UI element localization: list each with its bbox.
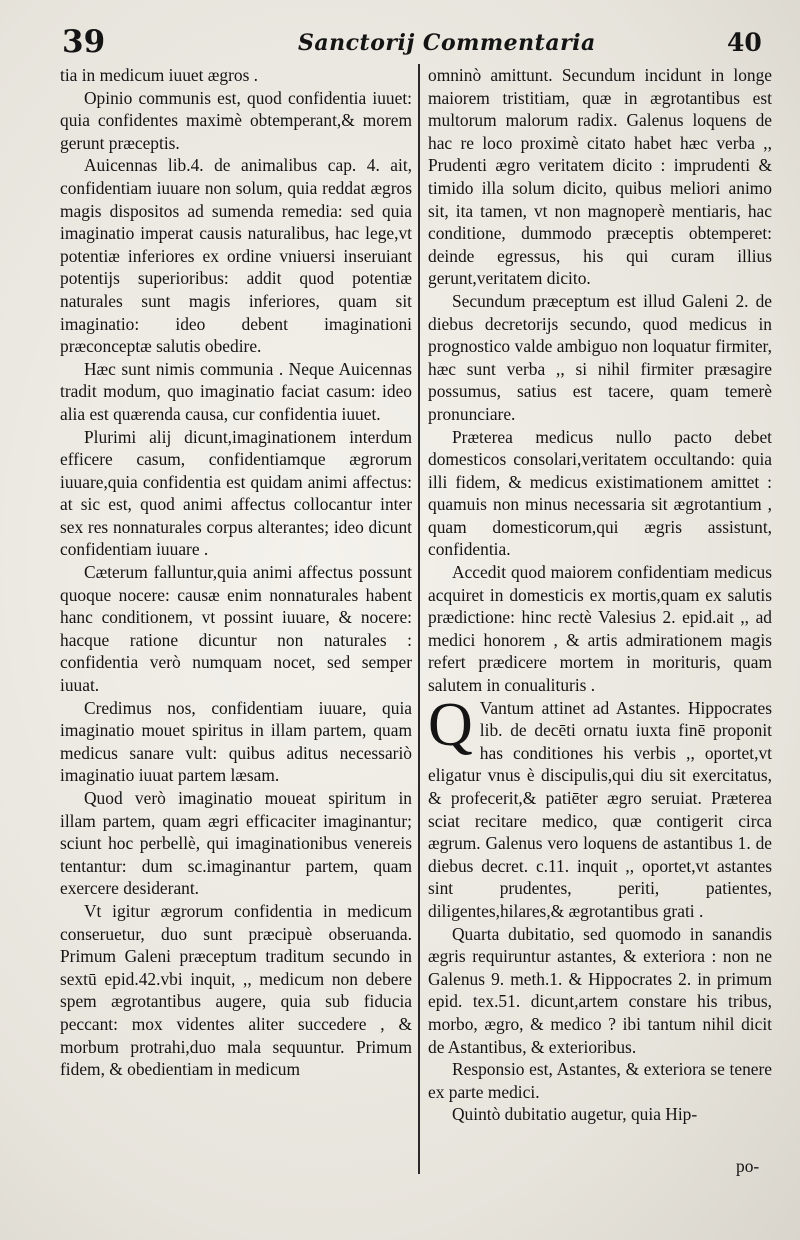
paragraph — [60, 561, 412, 697]
page-number-right: 40 — [727, 28, 762, 57]
paragraph — [428, 923, 772, 1059]
paragraph-text: Hæc sunt nimis communia . Neque Auicennas tradit modum, quo imaginatio faciat casum: ideo alia est quærenda causa, cur confidentia iuuet. — [60, 358, 412, 424]
paragraph — [428, 561, 772, 697]
paragraph — [428, 64, 772, 290]
paragraph — [428, 690, 772, 923]
paragraph — [60, 900, 412, 1081]
paragraph-text: Cæterum falluntur,quia animi affectus possunt quoque nocere: causæ enim nonnaturales habent hanc conditionem, vt possint iuuare, & nocere: hacque ratione dicuntur non naturales : confidentia verò numquam nocet, sed semper iuuat. — [60, 562, 412, 696]
page-header — [0, 20, 800, 62]
paragraph — [60, 87, 412, 155]
paragraph-text: Vt igitur ægrorum confidentia in medicum conseruetur, duo sunt præcipuè obseruanda. Primum Galeni præceptum traditum secundo in sextū epid.42.vbi inquit, ,, medicum non debere spem ægrotantibus augere, quia sub fiducia peccant: mox videntes aliter succedere , & morbum protrahi,duo mala sequuntur. Primum fidem, & obedientiam in medicum — [60, 900, 412, 1080]
paragraph — [60, 154, 412, 357]
column-rule — [418, 64, 420, 1174]
paragraph-text: Quod verò imaginatio moueat spiritum in illam partem, quam ægri efficaciter imaginantur; sciunt hoc perbellè, qui imaginationibus venereis tentantur: dum sc.imaginantur partem, quam exercere desiderant. — [60, 788, 412, 899]
paragraph-text: Auicennas lib.4. de animalibus cap. 4. ait, confidentiam iuuare non solum, quia reddat ægros magis dispositos ad sumenda remedia: sed quia imaginatio imperat causis naturalibus, hac lege,vt potentiæ inferiores ex ordine vniuersi inseruiant potentijs superioribus: addit quod potentiæ naturales sunt magis inferiores, quam sit imaginatio: ideo debent imaginationi præconceptæ salutis obedire. — [60, 155, 412, 357]
paragraph-text: omninò amittunt. Secundum incidunt in longe maiorem tristitiam, quæ in ægrotantibus est multorum malorum radix. Galenus loquens de hac re loco proximè citato habet hæc verba ,, Prudenti ægro veritatem dicito : imprudenti & timido illa solum dicito, quibus meliori animo sit, ita tamen, vt non magnoperè mentiaris, hac conditione, dummodo præceptis obtemperet: deinde egressus, his qui curam illius gerunt,veritatem dicito. — [428, 65, 772, 289]
paragraph-text: Opinio communis est, quod confidentia iuuet: quia confidentes maximè obtemperant,& morem gerunt præceptis. — [60, 87, 412, 153]
paragraph — [428, 1103, 772, 1126]
drop-cap: Q — [428, 690, 473, 759]
paragraph — [60, 787, 412, 900]
paragraph — [428, 290, 772, 426]
paragraph-text: Responsio est, Astantes, & exteriora se tenere ex parte medici. — [428, 1059, 772, 1102]
paragraph-text: Vantum attinet ad Astantes. Hippocrates lib. de decēti ornatu iuxta finē proponit has conditiones his verbis ,, oportet,vt eligatur vnus è discipulis,qui diu sit exercitatus, & profecerit,& patiēter ægro seruiat. Præterea sciat recitare medico, quæ contigerit circa ægrum. Galenus vero loquens de astantibus 1. de diebus decret. c.11. inquit ,, oportet,vt astantes sint prudentes, periti, patientes, diligentes,hilares,& ægrotantibus grati . — [428, 697, 772, 921]
running-title: Sanctorij Commentaria — [298, 30, 596, 56]
catchword: po- — [736, 1156, 760, 1176]
paragraph-text: Secundum præceptum est illud Galeni 2. de diebus decretorijs secundo, quod medicus in prognostico valde ambiguo non loquatur firmiter, hæc sunt verba ,, si nihil firmiter præsagire possumus, satius est tacere, quam temerè pronunciare. — [428, 290, 772, 424]
paragraph-text: Quarta dubitatio, sed quomodo in sanandis ægris requiruntur astantes, & exteriora : non ne Galenus 9. meth.1. & Hippocrates 2. in primum epid. tex.51. dicunt,artem constare his tribus, morbo, ægro, & medico ? ibi tantum nihil dicit de Astantibus, & exterioribus. — [428, 923, 772, 1057]
paragraph-text: tia in medicum iuuet ægros . — [60, 65, 259, 85]
paragraph — [60, 697, 412, 787]
paragraph-text: Plurimi alij dicunt,imaginationem interdum efficere casum, confidentiamque ægrorum iuuare,quia confidentia est quidam animi affectus: at sic est, quod animi affectus collocantur inter sex res nonnaturales corpus alterantes; ideo dicunt confidentiam iuuare . — [60, 426, 412, 560]
page-number-left: 39 — [62, 24, 106, 60]
paragraph — [428, 426, 772, 562]
right-column — [428, 64, 772, 1126]
paragraph-text: Credimus nos, confidentiam iuuare, quia imaginatio mouet spiritus in illam partem, quam medicus sanare vult: quibus aditus necessariò imaginatio iuuat partem læsam. — [60, 697, 412, 786]
paragraph — [60, 426, 412, 562]
paragraph — [428, 1058, 772, 1103]
paragraph-text: Quintò dubitatio augetur, quia Hip- — [452, 1104, 698, 1125]
paragraph — [60, 358, 412, 426]
paragraph-text: Accedit quod maiorem confidentiam medicus acquiret in domesticis ex mortis,quam ex salutis prædictione: hinc rectè Valesius 2. epid.ait ,, ad medici honorem , & artis admirationem magis refert prædicere mortem in morituris, quam salutem in conualituris . — [428, 562, 772, 696]
left-column — [60, 64, 412, 1081]
paragraph-text: Præterea medicus nullo pacto debet domesticos consolari,veritatem occultando: quia illi fidem, & medicus existimationem amittet : quamuis non minus necessaria sit ægrotantium , quam domesticorum,qui ægris assistunt, confidentia. — [428, 426, 772, 560]
paragraph — [60, 64, 412, 87]
